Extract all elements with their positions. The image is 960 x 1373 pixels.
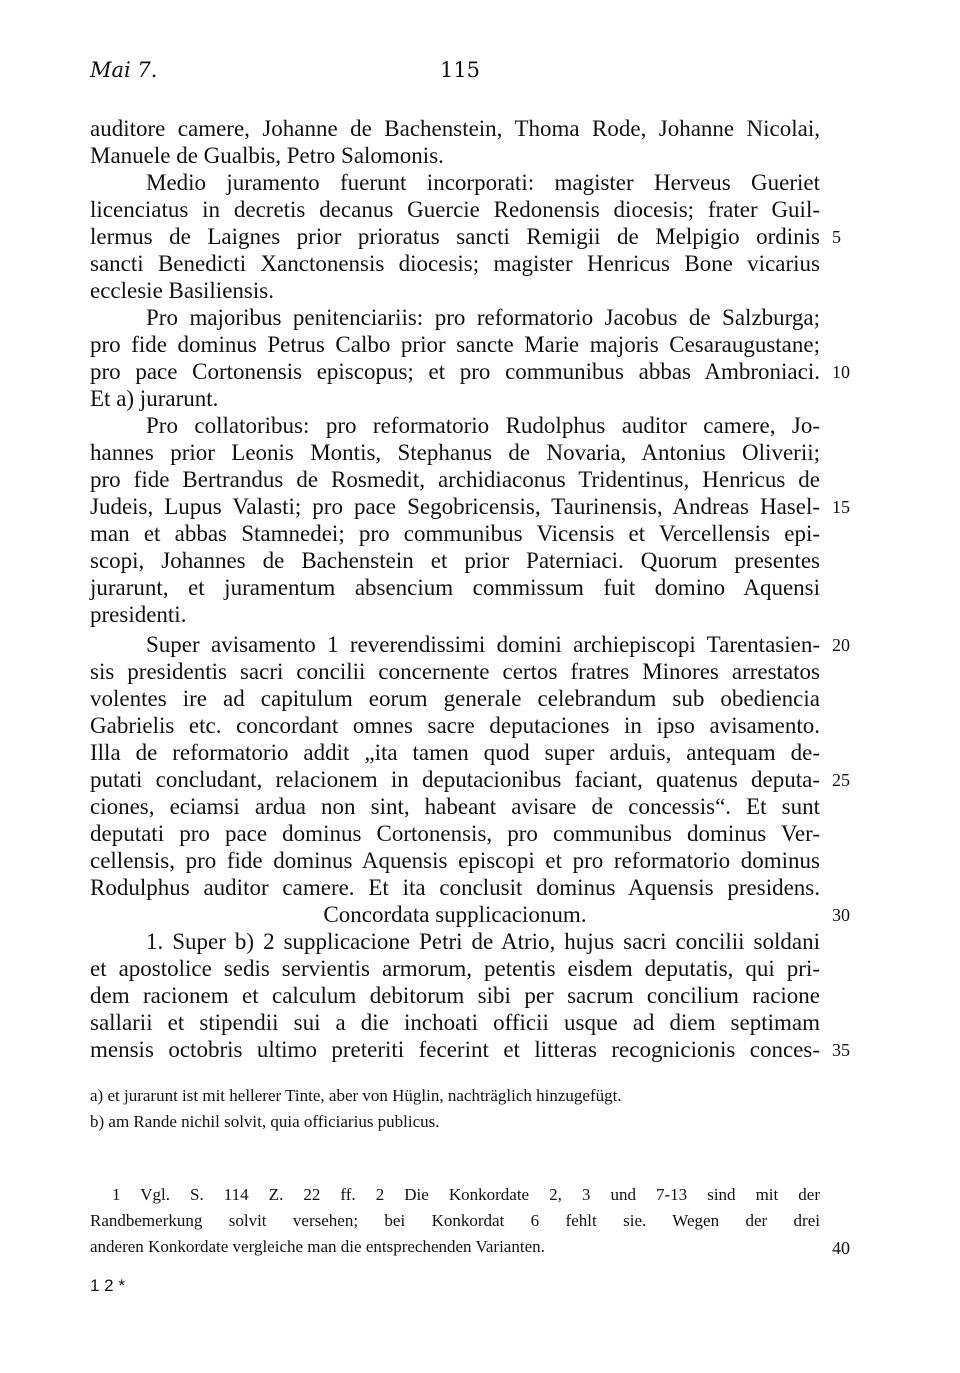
line-number: 30 (832, 905, 850, 925)
line-number: 15 (832, 497, 850, 517)
footnote-line: a) et jurarunt ist mit hellerer Tinte, aber von Hüglin, nachträglich hinzugefügt. (90, 1086, 622, 1105)
text-line: jurarunt, et juramentum absencium commissum fuit domino Aquensi (90, 575, 820, 600)
text-line: et apostolice sedis servientis armorum, petentis eisdem deputatis, qui pri- (90, 956, 820, 981)
text-line: Super avisamento 1 reverendissimi domini archiepiscopi Tarentasien- (146, 632, 820, 657)
line-number: 40 (832, 1238, 850, 1258)
text-line: presidenti. (90, 602, 187, 627)
running-head-left: Mai 7. (90, 58, 158, 82)
text-line: Rodulphus auditor camere. Et ita conclusit dominus Aquensis presidens. (90, 875, 820, 900)
page-number: 115 (439, 58, 481, 82)
text-line: scopi, Johannes de Bachenstein et prior Paterniaci. Quorum presentes (90, 548, 820, 573)
line-number: 35 (832, 1040, 850, 1060)
text-line: Concordata supplicacionum. (323, 902, 587, 927)
text-line: Pro majoribus penitenciariis: pro reformatorio Jacobus de Salzburga; (146, 305, 820, 330)
text-line: volentes ire ad capitulum eorum generale celebrandum sub obediencia (90, 686, 820, 711)
footnote-line: anderen Konkordate vergleiche man die entsprechenden Varianten. (90, 1237, 545, 1256)
footnote-line: Randbemerkung solvit versehen; bei Konkordat 6 fehlt sie. Wegen der drei (90, 1211, 820, 1230)
signature-mark: 1 2 * (90, 1276, 125, 1295)
text-line: ecclesie Basiliensis. (90, 278, 274, 303)
text-line: Medio juramento fuerunt incorporati: magister Herveus Gueriet (146, 170, 820, 195)
text-line: lermus de Laignes prior prioratus sancti Remigii de Melpigio ordinis (90, 224, 820, 249)
text-line: hannes prior Leonis Montis, Stephanus de Novaria, Antonius Oliverii; (90, 440, 820, 465)
text-line: cellensis, pro fide dominus Aquensis episcopi et pro reformatorio dominus (90, 848, 820, 873)
text-line: ciones, eciamsi ardua non sint, habeant avisare de concessis“. Et sunt (90, 794, 820, 819)
text-line: sancti Benedicti Xanctonensis diocesis; magister Henricus Bone vicarius (90, 251, 820, 276)
text-line: pro pace Cortonensis episcopus; et pro communibus abbas Ambroniaci. (90, 359, 820, 384)
text-line: Manuele de Gualbis, Petro Salomonis. (90, 143, 444, 168)
text-line: auditore camere, Johanne de Bachenstein, Thoma Rode, Johanne Nicolai, (90, 116, 820, 141)
text-line: Judeis, Lupus Valasti; pro pace Segobricensis, Taurinensis, Andreas Hasel- (90, 494, 820, 519)
line-number: 5 (832, 227, 841, 247)
line-number: 25 (832, 770, 850, 790)
text-line: deputati pro pace dominus Cortonensis, pro communibus dominus Ver- (90, 821, 820, 846)
text-line: man et abbas Stamnedei; pro communibus Vicensis et Vercellensis epi- (90, 521, 820, 546)
text-line: sis presidentis sacri concilii concernente certos fratres Minores arrestatos (90, 659, 820, 684)
text-line: 1. Super b) 2 supplicacione Petri de Atrio, hujus sacri concilii soldani (146, 929, 820, 954)
text-line: Illa de reformatorio addit „ita tamen quod super arduis, antequam de- (90, 740, 820, 765)
text-line: licenciatus in decretis decanus Guercie Redonensis diocesis; frater Guil- (90, 197, 820, 222)
line-number: 10 (832, 362, 850, 382)
text-line: sallarii et stipendii sui a die inchoati officii usque ad diem septimam (90, 1010, 820, 1035)
text-line: Pro collatoribus: pro reformatorio Rudolphus auditor camere, Jo- (146, 413, 820, 438)
text-line: putati concludant, relacionem in deputacionibus faciant, quatenus deputa- (90, 767, 820, 792)
text-line: mensis octobris ultimo preteriti fecerint et litteras recognicionis conces- (90, 1037, 820, 1062)
text-line: pro fide Bertrandus de Rosmedit, archidiaconus Tridentinus, Henricus de (90, 467, 820, 492)
footnote-line: 1 Vgl. S. 114 Z. 22 ff. 2 Die Konkordate 2, 3 und 7-13 sind mit der (112, 1185, 820, 1204)
text-line: Et a) jurarunt. (90, 386, 219, 411)
text-line: dem racionem et calculum debitorum sibi per sacrum concilium racione (90, 983, 820, 1008)
footnote-line: b) am Rande nichil solvit, quia officiarius publicus. (90, 1112, 440, 1131)
text-line: pro fide dominus Petrus Calbo prior sancte Marie majoris Cesaraugustane; (90, 332, 820, 357)
text-line: Gabrielis etc. concordant omnes sacre deputaciones in ipso avisamento. (90, 713, 820, 738)
line-number: 20 (832, 635, 850, 655)
